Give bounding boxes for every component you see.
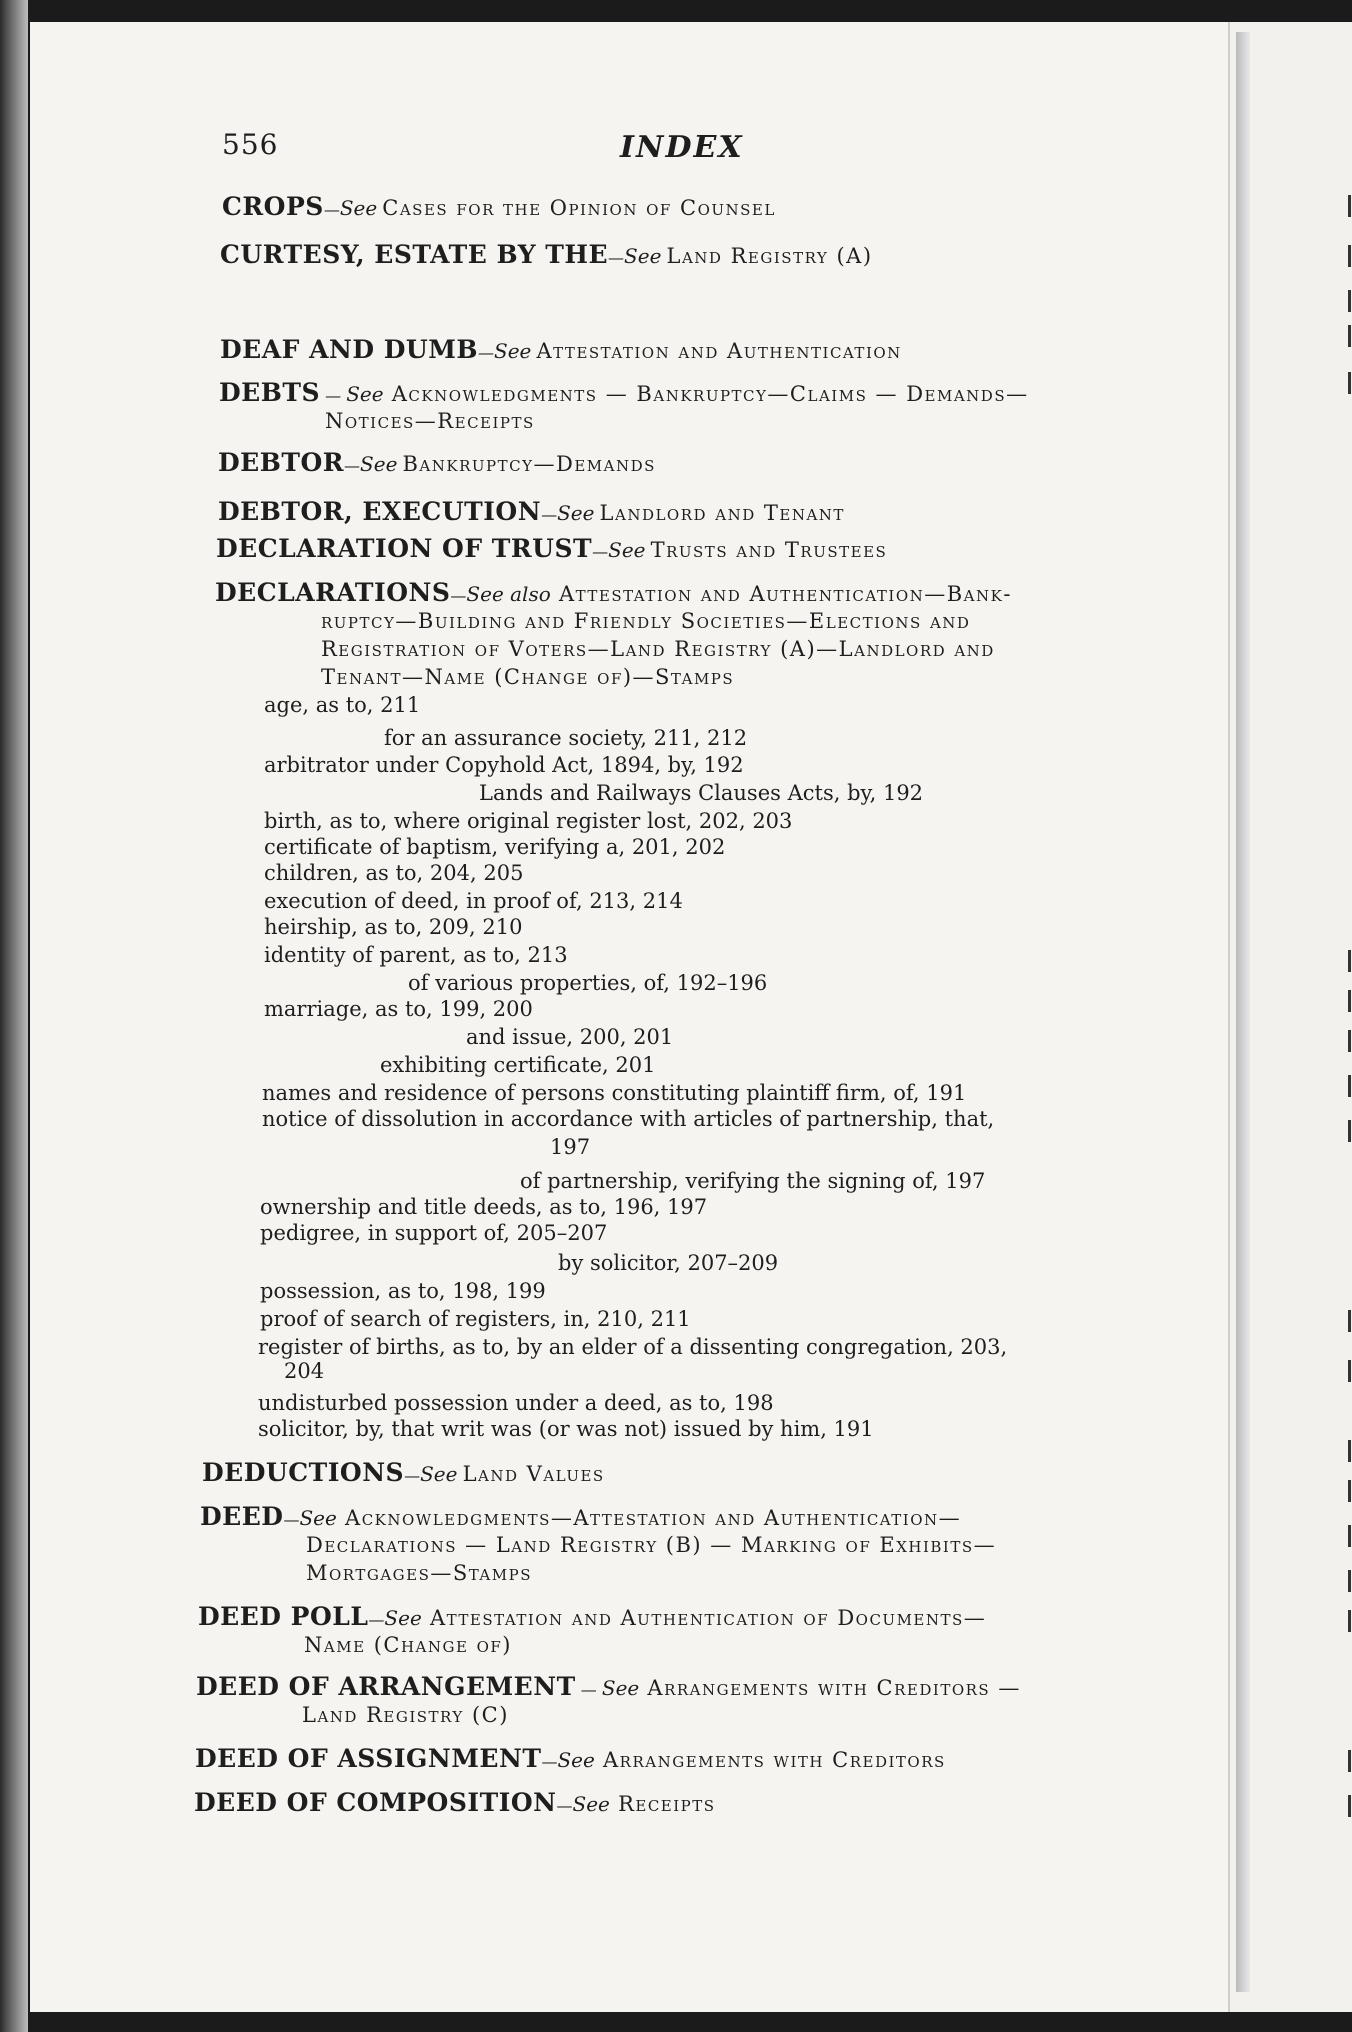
edge-mark (1348, 245, 1351, 267)
see-label: See (384, 1606, 422, 1630)
subentry: of various properties, of, 192–196 (408, 971, 768, 995)
index-entry (196, 1672, 1156, 1729)
cross-reference: Cases for the Opinion of Counsel (382, 196, 776, 220)
subentry: exhibiting certificate, 201 (380, 1053, 656, 1077)
see-label: See (346, 382, 384, 406)
subentry: possession, as to, 198, 199 (260, 1279, 546, 1303)
subentry: proof of search of registers, in, 210, 211 (260, 1307, 691, 1331)
subentry: pedigree, in support of, 205–207 (260, 1221, 608, 1245)
subentry: 197 (550, 1135, 591, 1159)
cross-reference-continued: Name (Change of) (304, 1633, 512, 1657)
see-label: See (420, 1462, 458, 1486)
subentry: identity of parent, as to, 213 (264, 943, 568, 967)
entry-heading: DEBTOR (218, 448, 345, 477)
cross-reference-continued: Tenant—Name (Change of)—Stamps (321, 665, 735, 689)
see-label: See (557, 1748, 595, 1772)
entry-heading: DEBTS (219, 378, 321, 407)
book-spine-shadow (0, 0, 28, 2032)
entry-dash: — (575, 1680, 602, 1699)
index-entry (216, 534, 1136, 563)
entry-dash: — (450, 586, 467, 605)
entry-dash: — (608, 248, 625, 267)
subentry: undisturbed possession under a deed, as to, 198 (258, 1391, 774, 1415)
subentry: by solicitor, 207–209 (558, 1251, 779, 1275)
index-entry (220, 335, 1140, 364)
cross-reference: Trusts and Trustees (650, 538, 888, 562)
subentry: arbitrator under Copyhold Act, 1894, by, 192 (264, 753, 744, 777)
edge-mark (1348, 950, 1351, 972)
index-entry (220, 240, 1140, 269)
subentry: 204 (284, 1359, 325, 1383)
subentry: birth, as to, where original register lost, 202, 203 (264, 809, 793, 833)
edge-mark (1348, 1310, 1351, 1332)
entry-dash: — (283, 1510, 300, 1529)
entry-heading: DEDUCTIONS (202, 1458, 405, 1487)
subentry: marriage, as to, 199, 200 (264, 997, 533, 1021)
see-label: See (572, 1792, 610, 1816)
see-label: See (360, 452, 398, 476)
entry-dash: — (404, 1466, 421, 1485)
index-entry (200, 1502, 1160, 1587)
entry-heading: DEED (200, 1502, 284, 1531)
page-number: 556 (222, 128, 279, 161)
entry-heading: DEED OF ARRANGEMENT (196, 1672, 576, 1701)
entry-heading: DEBTOR, EXECUTION (218, 497, 542, 526)
subentry: children, as to, 204, 205 (264, 861, 524, 885)
cross-reference: Receipts (609, 1792, 716, 1816)
index-entry (194, 1788, 1154, 1817)
edge-mark (1348, 1610, 1351, 1632)
see-label: See (494, 339, 532, 363)
edge-mark (1348, 290, 1351, 312)
edge-mark (1348, 1750, 1351, 1772)
see-label: See (608, 538, 646, 562)
edge-mark (1348, 1570, 1351, 1592)
entry-heading: DEED OF COMPOSITION (194, 1788, 557, 1817)
subentry: and issue, 200, 201 (466, 1025, 674, 1049)
index-entry (202, 1458, 1122, 1487)
entry-heading: DECLARATIONS (215, 578, 451, 607)
subentry: of partnership, verifying the signing of, 197 (520, 1169, 986, 1193)
index-entry (198, 1602, 1158, 1659)
cross-reference: Acknowledgments — Bankruptcy—Claims — Demands— (383, 382, 1029, 406)
see-label: See (557, 501, 595, 525)
index-entry (218, 448, 1138, 477)
cross-reference-continued: Mortgages—Stamps (306, 1561, 532, 1585)
entry-dash: — (541, 505, 558, 524)
edge-mark (1348, 1360, 1351, 1382)
edge-mark (1348, 1440, 1351, 1462)
index-entry (195, 1744, 1155, 1773)
cross-reference: Bankruptcy—Demands (402, 452, 656, 476)
cross-reference: Land Registry (A) (666, 244, 873, 268)
entry-heading: DEED OF ASSIGNMENT (195, 1744, 542, 1773)
subentry: notice of dissolution in accordance with articles of partnership, that, (262, 1107, 995, 1131)
entry-dash: — (556, 1796, 573, 1815)
entry-heading: DEED POLL (198, 1602, 369, 1631)
edge-mark (1348, 1480, 1351, 1502)
cross-reference: Attestation and Authentication (536, 339, 902, 363)
index-entry (222, 192, 1142, 221)
running-head (0, 128, 1352, 168)
see-label: See (339, 196, 378, 220)
subentry: Lands and Railways Clauses Acts, by, 192 (479, 781, 924, 805)
edge-mark (1348, 325, 1351, 347)
entry-heading: CURTESY, ESTATE BY THE (220, 240, 609, 269)
subentry: age, as to, 211 (264, 693, 421, 717)
cross-reference-continued: Land Registry (C) (302, 1703, 509, 1727)
subentry: execution of deed, in proof of, 213, 214 (264, 889, 683, 913)
subentry: register of births, as to, by an elder of a dissenting congregation, 203, (258, 1335, 1008, 1359)
edge-mark (1348, 1120, 1351, 1142)
entry-heading: DECLARATION OF TRUST (216, 534, 593, 563)
cross-reference-continued: Registration of Voters—Land Registry (A)—Landlord and (321, 637, 995, 661)
cross-reference: Landlord and Tenant (599, 501, 845, 525)
cross-reference: Arrangements with Creditors (594, 1748, 946, 1772)
edge-mark (1348, 1795, 1351, 1817)
entry-dash: — (478, 343, 495, 362)
entry-heading: DEAF AND DUMB (220, 335, 479, 364)
see-label: See (601, 1676, 640, 1700)
edge-mark (1348, 1525, 1351, 1547)
edge-mark (1348, 990, 1351, 1012)
page-fold (1236, 32, 1250, 1992)
edge-mark (1348, 195, 1351, 217)
index-entry (215, 578, 1155, 691)
edge-mark (1348, 1075, 1351, 1097)
cross-reference: Attestation and Authentication—Bank- (550, 582, 1012, 606)
subentry: for an assurance society, 211, 212 (384, 726, 748, 750)
cross-reference-continued: Declarations — Land Registry (B) — Marking of Exhibits— (306, 1533, 997, 1557)
page-title: INDEX (620, 130, 744, 165)
entry-heading: CROPS (222, 192, 324, 221)
cross-reference: Acknowledgments—Attestation and Authentication— (336, 1506, 962, 1530)
cross-reference: Arrangements with Creditors — (639, 1676, 1021, 1700)
edge-mark (1348, 1030, 1351, 1052)
cross-reference: Attestation and Authentication of Documents— (421, 1606, 987, 1630)
entry-dash: — (368, 1610, 385, 1629)
entry-dash: — (592, 542, 609, 561)
subentry: names and residence of persons constituting plaintiff firm, of, 191 (262, 1081, 967, 1105)
entry-dash: — (323, 200, 340, 219)
index-entry (218, 497, 1138, 526)
subentry: heirship, as to, 209, 210 (264, 915, 523, 939)
subentry: ownership and title deeds, as to, 196, 197 (260, 1195, 708, 1219)
next-page-edge (1228, 22, 1352, 2012)
edge-mark (1348, 372, 1351, 394)
cross-reference: Land Values (462, 1462, 605, 1486)
cross-reference-continued: Notices—Receipts (325, 409, 535, 433)
subentry: solicitor, by, that writ was (or was not) issued by him, 191 (258, 1417, 874, 1441)
see-label: See (299, 1506, 337, 1530)
entry-dash: — (344, 456, 361, 475)
index-entry (219, 378, 1159, 435)
subentry: certificate of baptism, verifying a, 201, 202 (264, 835, 726, 859)
entry-dash: — (320, 386, 347, 405)
cross-reference-continued: ruptcy—Building and Friendly Societies—Elections and (321, 609, 971, 633)
see-label: See also (466, 582, 551, 606)
see-label: See (624, 244, 662, 268)
entry-dash: — (541, 1752, 558, 1771)
